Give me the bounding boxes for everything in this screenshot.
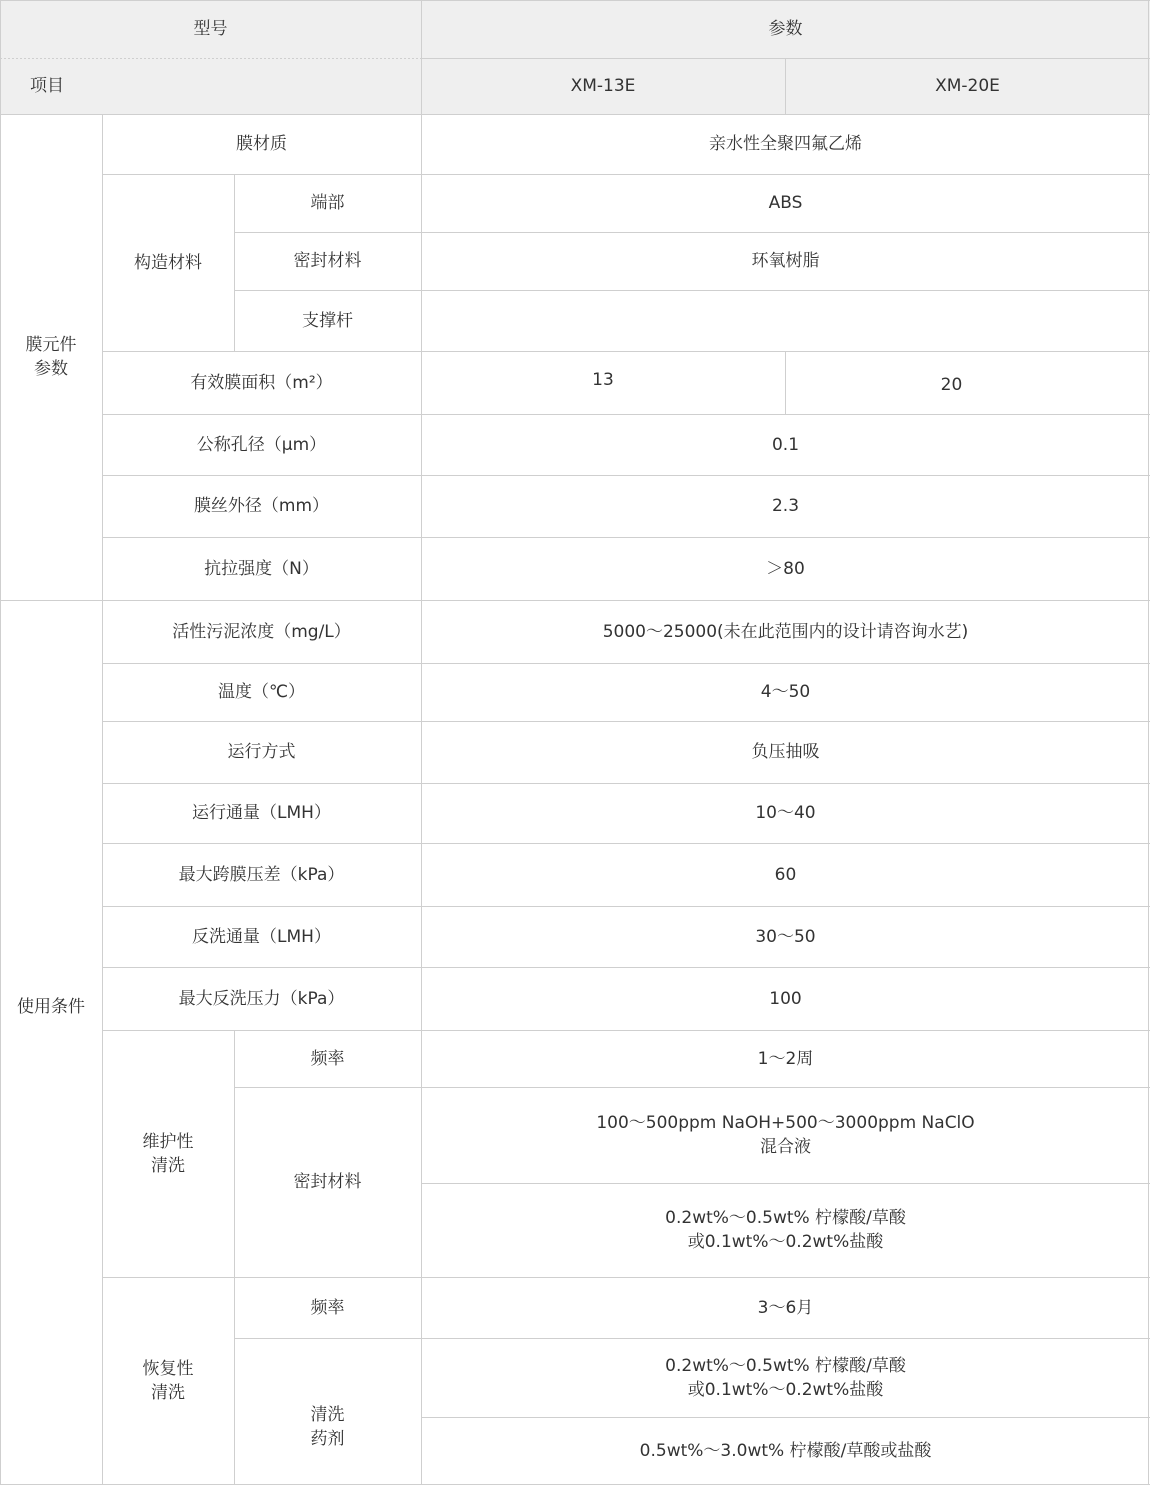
label-bw-flux: 反洗通量（LMH）: [192, 926, 331, 947]
label-recovery-agent: 清洗 药剂: [310, 1404, 345, 1449]
header-item-label: 项目: [0, 58, 421, 114]
header-params-label: 参数: [421, 0, 1150, 58]
label-recovery: 恢复性 清洗: [142, 1359, 194, 1403]
label-flux: 运行通量（LMH）: [192, 803, 331, 823]
value-temp: 4～50: [760, 682, 811, 702]
group-use-conditions: 使用条件: [17, 996, 85, 1017]
value-recovery-agent-1: 0.2wt%～0.5wt% 柠檬酸/草酸 或0.1wt%～0.2wt%盐酸: [665, 1355, 906, 1400]
value-maintenance-agent-1: 100～500ppm NaOH+500～3000ppm NaClO 混合液: [596, 1113, 975, 1157]
value-area-a: 13: [592, 370, 614, 390]
header-model-b: XM-20E: [785, 58, 1150, 114]
value-tmp: 60: [774, 864, 797, 885]
value-tensile: ＞80: [766, 558, 805, 579]
label-mlss: 活性污泥浓度（mg/L）: [172, 621, 351, 642]
label-tmp: 最大跨膜压差（kPa）: [178, 864, 345, 885]
label-maintenance-freq: 频率: [310, 1048, 345, 1069]
value-mlss: 5000～25000(未在此范围内的设计请咨询水艺): [602, 621, 969, 642]
label-support: 支撑杆: [302, 310, 353, 331]
label-membrane-material: 膜材质: [236, 134, 287, 154]
label-construction: 构造材料: [134, 252, 202, 273]
value-support: [421, 290, 1150, 351]
value-end: ABS: [768, 193, 803, 213]
value-flux: 10～40: [755, 803, 816, 823]
label-bw-pressure: 最大反洗压力（kPa）: [178, 988, 345, 1009]
label-temp: 温度（℃）: [217, 682, 306, 702]
group-element-params: 膜元件 参数: [25, 335, 77, 379]
value-recovery-agent-2: 0.5wt%～3.0wt% 柠檬酸/草酸或盐酸: [639, 1441, 932, 1461]
value-recovery-freq: 3～6月: [757, 1297, 814, 1318]
label-fiber-od: 膜丝外径（mm）: [193, 496, 330, 516]
label-tensile: 抗拉强度（N）: [204, 558, 319, 579]
value-bw-pressure: 100: [769, 988, 802, 1009]
label-mode: 运行方式: [227, 742, 296, 762]
value-membrane-material: 亲水性全聚四氟乙烯: [709, 134, 862, 154]
header-model-a: XM-13E: [421, 58, 785, 114]
label-maintenance: 维护性 清洗: [142, 1131, 194, 1176]
value-maintenance-agent-2: 0.2wt%～0.5wt% 柠檬酸/草酸 或0.1wt%～0.2wt%盐酸: [665, 1208, 906, 1252]
label-area: 有效膜面积（m²）: [190, 372, 333, 393]
value-area-b: 20: [940, 374, 963, 395]
value-maintenance-freq: 1～2周: [757, 1048, 814, 1069]
label-maintenance-agent: 密封材料: [293, 1172, 362, 1192]
label-pore: 公称孔径（μm）: [196, 434, 327, 455]
label-end: 端部: [310, 193, 345, 213]
value-mode: 负压抽吸: [751, 742, 820, 762]
value-fiber-od: 2.3: [771, 496, 800, 516]
value-seal: 环氧树脂: [751, 251, 820, 271]
value-pore: 0.1: [771, 434, 800, 455]
label-seal: 密封材料: [293, 251, 362, 271]
header-model-label: 型号: [0, 0, 421, 58]
label-recovery-freq: 频率: [310, 1297, 345, 1318]
value-bw-flux: 30～50: [755, 926, 816, 947]
